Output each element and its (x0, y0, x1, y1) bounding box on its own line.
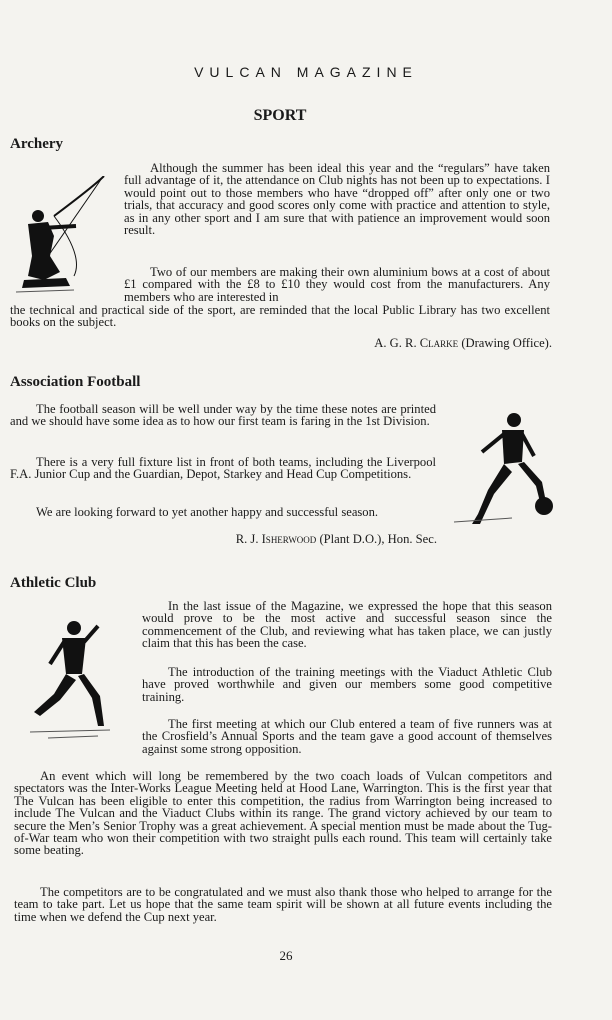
archery-paragraph-2a: Two of our members are making their own aluminium bows at a cost of about £1 compared with the £8 to £10 they would cost from the manufacturers. Any members who are interested in (124, 265, 550, 304)
archery-paragraph-1: Although the summer has been ideal this year and the “regulars” have taken full advantage of it, the attendance on Club nights has not been up to expectations. I would point out to those members who have “dropped off” after only one or two trials, that accuracy and good scores only come with practice and attention to style, as in any other sport and I am sure that with patience an improvement would soon result. (124, 161, 550, 238)
footballer-illustration (452, 410, 558, 530)
athletic-paragraph-1: In the last issue of the Magazine, we expressed the hope that this season would prove to be the most active and successful season since the commencement of the Club, and reviewing what has taken place, we can justly claim that this has been the case. (142, 599, 552, 651)
athletic-paragraph-5: The competitors are to be congratulated and we must also thank those who helped to arrange for the team to take part. Let us hope that the same team spirit will be shown at all future events including the time when we defend the Cup next year. (14, 885, 552, 924)
archery-signature (374, 336, 552, 351)
archery-signature-dept: (Drawing Office). (461, 336, 552, 350)
football-paragraph-2: There is a very full fixture list in front of both teams, including the Liverpool F.A. Junior Cup and the Guardian, Depot, Starkey and Head Cup Competitions. (10, 455, 436, 482)
archery-signature-name: A. G. R. Clarke (374, 336, 459, 350)
athletic-paragraph-3: The first meeting at which our Club entered a team of five runners was at the Crosfield’s Annual Sports and the team gave a good account of themselves against some strong opposition. (142, 717, 552, 756)
runner-illustration (28, 618, 114, 748)
archer-illustration (14, 176, 114, 298)
football-paragraph-3: We are looking forward to yet another happy and successful season. (36, 505, 379, 519)
football-paragraph-1: The football season will be well under way by the time these notes are printed and we should have some idea as to how our first team is faring in the 1st Division. (10, 402, 436, 429)
magazine-title: VULCAN MAGAZINE (194, 64, 418, 80)
football-signature-dept: (Plant D.O.), Hon. Sec. (319, 532, 437, 546)
archery-paragraph-2b: the technical and practical side of the sport, are reminded that the local Public Library has two excellent books on the subject. (10, 303, 550, 330)
football-signature (236, 532, 437, 547)
football-heading: Association Football (10, 374, 141, 390)
athletic-heading: Athletic Club (10, 575, 97, 591)
football-signature-name: R. J. Isherwood (235, 532, 317, 546)
page-number: 26 (279, 948, 293, 963)
section-title: SPORT (253, 107, 307, 124)
archery-heading: Archery (10, 136, 64, 152)
athletic-paragraph-4: An event which will long be remembered by the two coach loads of Vulcan competitors and spectators was the Inter-Works League Meeting held at Hood Lane, Warrington. This is the first year that The Vulcan has been eligible to enter this competition, the radius from Warrington being increased to include The Vulcan and the Viaduct Clubs within its range. The grand victory achieved by our team to secure the Men’s Senior Trophy was a great achievement. A special mention must be made about the Tug-of-War team who won their competition with two straight pulls each round. This team will certainly take some beating. (14, 769, 552, 858)
athletic-paragraph-2: The introduction of the training meetings with the Viaduct Athletic Club have proved worthwhile and given our members some good competitive training. (142, 665, 552, 704)
